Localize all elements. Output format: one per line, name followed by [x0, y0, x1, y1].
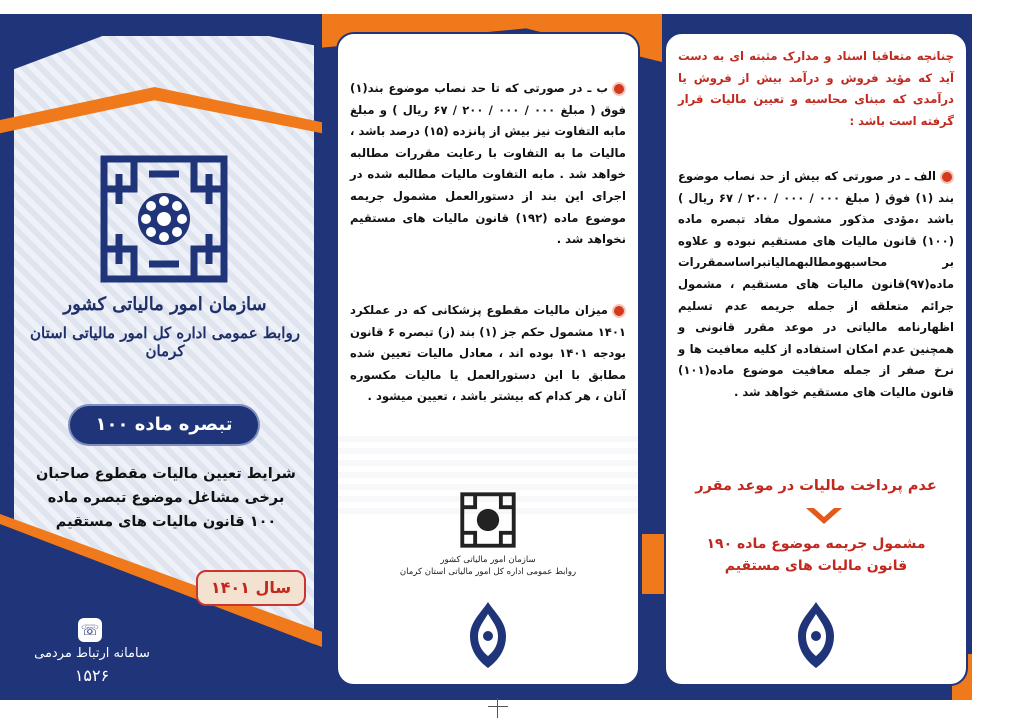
org-name: سازمان امور مالیاتی کشور: [63, 294, 267, 315]
paragraph-a-text: الف ـ در صورتی که بیش از حد نصاب موضوع بند (۱) فوق ( مبلغ ۰۰۰ / ۰۰۰ / ۲۰۰ / ۶۷ ریال ) باشد ،مؤدی مذکور مشمول مفاد تبصره ماده (۱۰۰) قانون مالیات های مستقیم نبوده و علاوه بر محاسبهومطالبهمالیاتبراساسمقررات ماده(۹۷)قانون مالیات های مستقیم ، مشمول جرائم متعلقه از جمله جریمه عدم تسلیم اظهارنامه مالیاتی در موعد مقرر قانونی و همچنین عدم امکان استفاده از کلیه معافیت ها و نرخ صفر از جمله معافیت موضوع ماده(۱۰۱) قانون مالیات های مستقیم خواهد شد .: [678, 169, 955, 399]
subtitle-line: برخی مشاغل موضوع تبصره ماده: [47, 490, 285, 506]
year-badge: سال ۱۴۰۱: [196, 570, 306, 606]
callout-penalty-line1: مشمول جریمه موضوع ماده ۱۹۰: [706, 536, 926, 552]
middle-panel: [336, 32, 640, 686]
cover-subtitle: [18, 462, 314, 534]
chevron-down-icon: [806, 508, 842, 524]
bullet-icon: [612, 304, 626, 318]
paragraph-2: [350, 300, 626, 408]
bullet-icon: [612, 82, 626, 96]
ornament-icon: [466, 600, 510, 670]
paragraph-a: [678, 166, 954, 404]
crop-mark: [488, 706, 508, 707]
callout-penalty-line2: قانون مالیات های مستقیم: [724, 558, 908, 574]
hotline-label: سامانه ارتباط مردمی: [34, 646, 150, 661]
paragraph-b-text: ب ـ در صورتی که تا حد نصاب موضوع بند(۱) فوق ( مبلغ ۰۰۰ / ۰۰۰ / ۲۰۰ / ۶۷ ریال ) و مبلغ مابه التفاوت نیز بیش از پانزده (۱۵) درصد باشد ، مالیات ما به التفاوت با رعایت مقررات مطالبه خواهد شد . مابه التفاوت مالیات مطالبه شده در اجرای این بند از دستورالعمل مشمول جریمه موضوع ماده (۱۹۲) قانون مالیات های مستقیم نخواهد شد .: [350, 81, 627, 247]
crop-mark: [497, 698, 498, 718]
hotline-number: ۱۵۲۶: [74, 666, 110, 685]
ornament-icon: [794, 600, 838, 670]
logo-emblem-icon: [94, 149, 234, 289]
org-subtitle: روابط عمومی اداره کل امور مالیاتی استان کرمان: [30, 324, 300, 360]
bullet-icon: [940, 170, 954, 184]
small-org-subtitle: روابط عمومی اداره کل امور مالیاتی استان کرمان: [399, 567, 577, 577]
paragraph-2-text: میزان مالیات مقطوع پزشکانی که در عملکرد ۱۴۰۱ مشمول حکم جز (۱) بند (ز) تبصره ۶ قانون بودجه ۱۴۰۱ بوده اند ، معادل مالیات تعیین شده مطابق با این دستورالعمل یا مالیات مکسوره آنان ، هر کدام که بیشتر باشد ، تعیین میشود .: [350, 303, 626, 404]
logo-emblem-small-icon: [458, 490, 518, 550]
right-panel: [664, 32, 968, 686]
article-badge: تبصره ماده ۱۰۰: [70, 406, 258, 444]
small-org-name: سازمان امور مالیاتی کشور: [440, 555, 536, 565]
brochure-sheet: [0, 14, 972, 700]
callout-late-payment: عدم پرداخت مالیات در موعد مقرر: [695, 478, 937, 494]
paragraph-b: [350, 78, 626, 251]
subtitle-line: ۱۰۰ قانون مالیات های مستقیم: [55, 514, 277, 530]
intro-paragraph: چنانچه متعاقبا اسناد و مدارک مثبته ای به دست آید که مؤید فروش و درآمد بیش از فروش یا درآمدی که مبنای محاسبه و تعیین مالیات قرار گرفته است باشد :: [678, 49, 954, 128]
subtitle-line: شرایط تعیین مالیات مقطوع صاحبان: [36, 466, 296, 482]
cover-panel: [0, 14, 322, 700]
phone-icon: ☏: [78, 618, 102, 642]
